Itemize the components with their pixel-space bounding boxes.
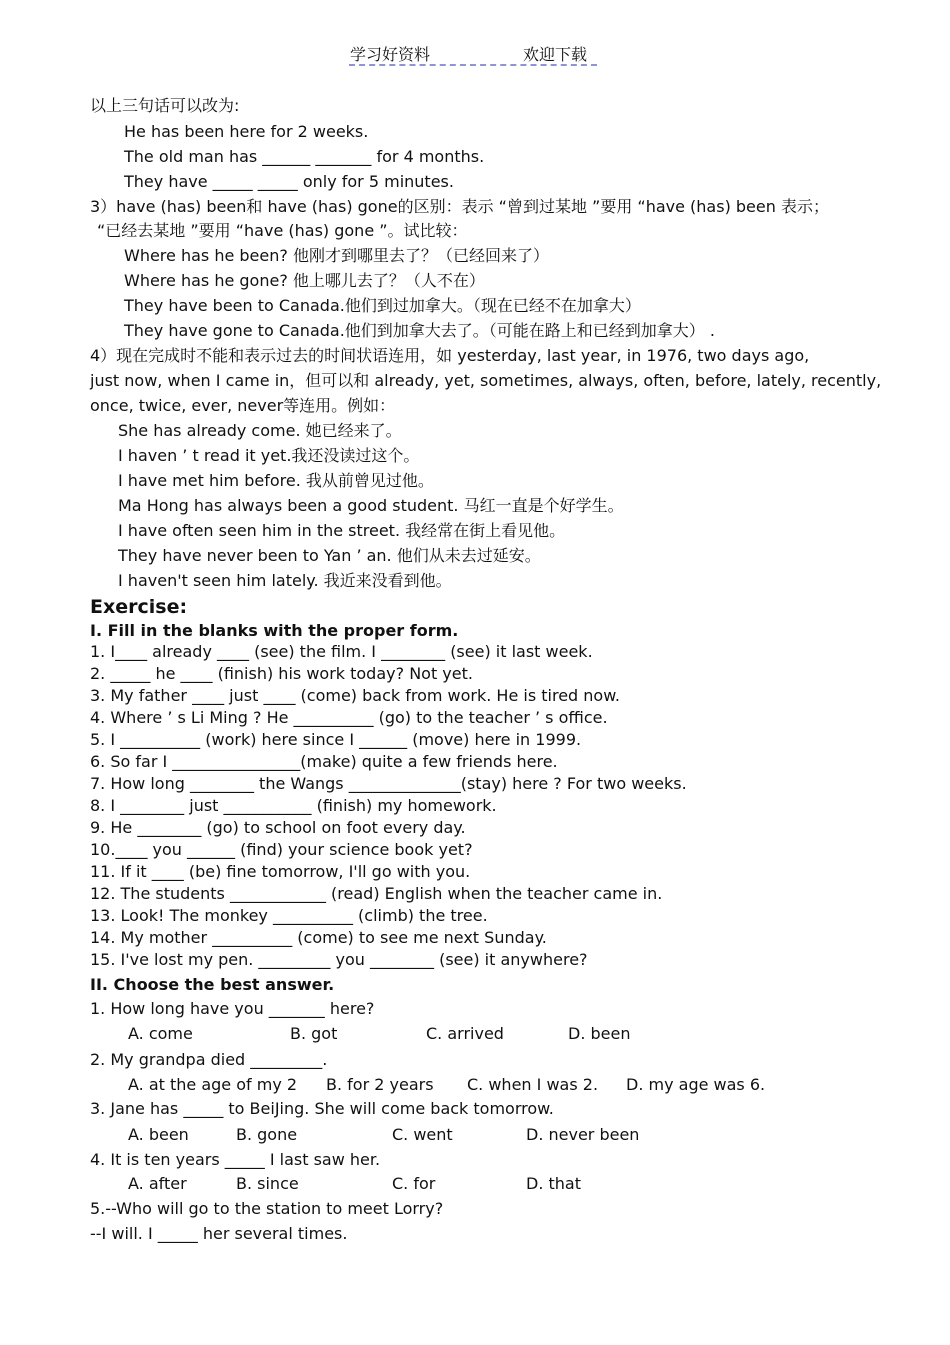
point4-example: I have met him before. 我从前曾见过他。 [118, 471, 434, 490]
question: 2. My grandpa died _________. [90, 1050, 328, 1069]
answer-option: D. my age was 6. [626, 1075, 766, 1094]
question-answer-line: --I will. I _____ her several times. [90, 1224, 348, 1243]
answer-option: A. come [128, 1024, 193, 1043]
answer-option: B. gone [236, 1125, 298, 1144]
point3-example: They have gone to Canada.他们到加拿大去了。（可能在路上和已经到加拿大） . [124, 321, 715, 340]
exercise-item: 7. How long ________ the Wangs ______________(stay) here ? For two weeks. [90, 774, 687, 793]
exercise-item: 15. I've lost my pen. _________ you ________ (see) it anywhere? [90, 950, 588, 969]
point4-example: She has already come. 她已经来了。 [118, 421, 402, 440]
point3-line: 3）have (has) been和 have (has) gone的区别：表示 “曾到过某地 ”要用 “have (has) been 表示； [90, 197, 829, 216]
question: 5.--Who will go to the station to meet Lorry? [90, 1199, 444, 1218]
question: 1. How long have you _______ here? [90, 999, 375, 1018]
rewrite-line: They have _____ _____ only for 5 minutes. [124, 172, 454, 191]
answer-option: B. for 2 years [326, 1075, 434, 1094]
answer-option: C. when I was 2. [467, 1075, 599, 1094]
exercise-item: 2. _____ he ____ (finish) his work today? Not yet. [90, 664, 473, 683]
exercise-item: 3. My father ____ just ____ (come) back from work. He is tired now. [90, 686, 620, 705]
question: 3. Jane has _____ to BeiJing. She will come back tomorrow. [90, 1099, 554, 1118]
answer-option: A. after [128, 1174, 187, 1193]
exercise-item: 14. My mother __________ (come) to see me next Sunday. [90, 928, 547, 947]
point3-example: They have been to Canada.他们到过加拿大。（现在已经不在加拿大） [124, 296, 641, 315]
answer-option: B. since [236, 1174, 299, 1193]
answer-option: B. got [290, 1024, 338, 1043]
exercise-item: 9. He ________ (go) to school on foot every day. [90, 818, 466, 837]
point4-example: I haven ’ t read it yet.我还没读过这个。 [118, 446, 420, 465]
exercise-item: 10.____ you ______ (find) your science book yet? [90, 840, 473, 859]
point4-example: I haven't seen him lately. 我近来没看到他。 [118, 571, 452, 590]
point4-example: I have often seen him in the street. 我经常在街上看见他。 [118, 521, 566, 540]
exercise-title: Exercise: [90, 596, 188, 618]
answer-option: D. never been [526, 1125, 640, 1144]
part1-title: I. Fill in the blanks with the proper form. [90, 621, 459, 640]
exercise-item: 8. I ________ just ___________ (finish) my homework. [90, 796, 497, 815]
point3-example: Where has he gone? 他上哪儿去了？（人不在） [124, 271, 485, 290]
exercise-item: 5. I __________ (work) here since I ______ (move) here in 1999. [90, 730, 582, 749]
page-header [349, 42, 597, 66]
answer-option: D. that [526, 1174, 581, 1193]
answer-option: C. arrived [426, 1024, 504, 1043]
answer-option: A. at the age of my 2 [128, 1075, 298, 1094]
answer-option: C. went [392, 1125, 453, 1144]
header-right-text: 欢迎下载 [523, 45, 588, 64]
exercise-item: 11. If it ____ (be) fine tomorrow, I'll go with you. [90, 862, 471, 881]
answer-option: A. been [128, 1125, 189, 1144]
point4-example: Ma Hong has always been a good student. 马红一直是个好学生。 [118, 496, 624, 515]
exercise-item: 1. I____ already ____ (see) the film. I ________ (see) it last week. [90, 642, 593, 661]
question: 4. It is ten years _____ I last saw her. [90, 1150, 381, 1169]
point3-line: “已经去某地 ”要用 “have (has) gone ”。试比较： [97, 221, 468, 240]
point4-line: 4）现在完成时不能和表示过去的时间状语连用，如 yesterday, last year, in 1976, two days ago, [90, 346, 810, 365]
exercise-item: 12. The students ____________ (read) English when the teacher came in. [90, 884, 663, 903]
answer-option: D. been [568, 1024, 631, 1043]
rewrite-line: The old man has ______ _______ for 4 months. [124, 147, 485, 166]
exercise-item: 4. Where ’ s Li Ming ? He __________ (go) to the teacher ’ s office. [90, 708, 608, 727]
point4-line: once, twice, ever, never等连用。例如： [90, 396, 396, 415]
answer-option: C. for [392, 1174, 436, 1193]
rewrite-intro: 以上三句话可以改为: [90, 96, 240, 115]
exercise-item: 6. So far I ________________(make) quite a few friends here. [90, 752, 558, 771]
header-left-text: 学习好资料 [350, 45, 431, 64]
point3-example: Where has he been? 他刚才到哪里去了？（已经回来了） [124, 246, 549, 265]
point4-example: They have never been to Yan ’ an. 他们从未去过延安。 [118, 546, 541, 565]
part2-title: II. Choose the best answer. [90, 975, 335, 994]
rewrite-line: He has been here for 2 weeks. [124, 122, 369, 141]
point4-line: just now, when I came in，但可以和 already, yet, sometimes, always, often, before, lately, recently, [90, 371, 882, 390]
exercise-item: 13. Look! The monkey __________ (climb) the tree. [90, 906, 488, 925]
